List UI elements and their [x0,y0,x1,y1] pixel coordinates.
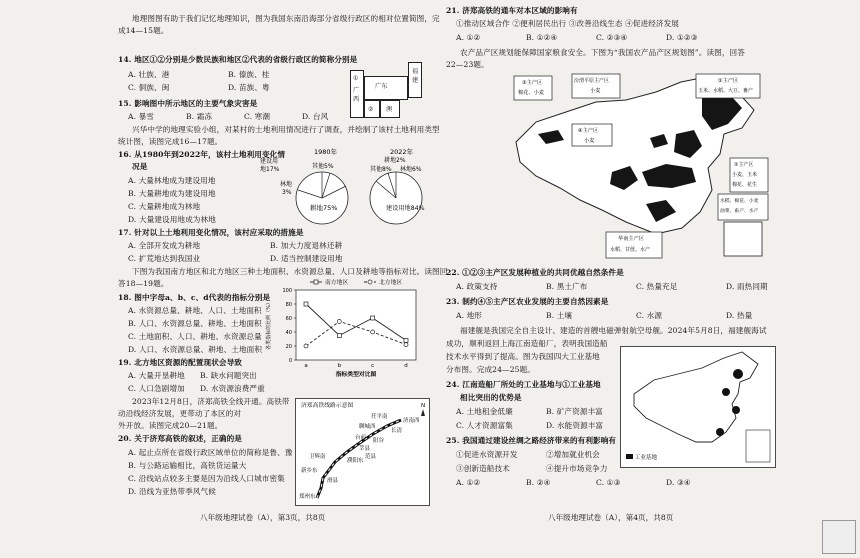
q25-option-d: D. ③④ [666,478,691,487]
legend-marker [314,280,318,284]
data-point [337,334,341,338]
q20-option-d: D. 沿线为亚热带季风气候 [128,487,216,496]
station-chipingnan: 茌平南 [371,414,388,420]
pie-1980-label-construction-pct: 地17% [260,166,280,173]
x-tick-label: b [337,363,342,369]
map-label-guangxi: 广西 [353,87,360,103]
q23-option-d: D. 热量 [726,311,753,320]
question-16-line2: 况是 [132,162,148,171]
question-24-line2: 相比突出的优势是 [460,393,522,402]
intro-20-line3: 外开放。读图完成20—21题。 [118,421,223,430]
land-use-pie-charts [260,146,430,236]
legend-label-1: 南方地区 [325,280,349,286]
intro-16-line2: 统计图，读图完成16—17题。 [118,137,223,146]
pie-2022-label-forest: 林地6% [400,166,422,173]
pie-1980-label-forest-pct: 3% [282,189,292,196]
q21-option-c: C. ②③④ [596,33,628,42]
q21-option-a: A. ①② [456,33,481,42]
industrial-base-map [620,346,776,468]
q21-option-b: B. ①②④ [526,33,558,42]
intro-14-line2: 成14—15题。 [118,26,169,35]
map-box-ao [380,100,400,118]
q14-option-c: C. 侗族、闽 [128,83,170,92]
x-tick-label: c [371,363,375,369]
q24-option-b: B. 矿产资源丰富 [546,407,603,416]
intro-24-line1: 福建舰是我国完全自主设计、建造的首艘电磁弹射航空母舰。2024年5月8日，福建舰海试 [460,326,767,335]
railway-route-map [295,398,430,506]
map-box-c2 [364,100,380,118]
question-22: 22. ①②③主产区发展种植业的共同优越自然条件是 [446,268,624,277]
agriculture-region-map [506,72,768,262]
station-changqing: 长清 [391,428,403,434]
map2-box5-line3: 棉花、花生 [732,182,758,188]
scanner-watermark-logo [822,520,856,554]
q24-option-a: A. 土地租金低廉 [456,407,513,416]
intro-22-line2: 22—23题。 [446,60,489,69]
question-15: 15. 影响图中所示地区的主要气象灾害是 [118,99,258,108]
station-zhengzhoudong: 郑州东 [299,494,316,500]
y-tick-label: 100 [282,288,292,294]
q19-option-b: B. 缺水问题突出 [200,371,257,380]
q17-option-a: A. 全部开发成为耕地 [128,241,201,250]
pie-2022-label-construction: 建设用地84% [386,205,425,212]
data-point [337,320,341,324]
map2-box5-line1: ②主产区 [734,162,754,168]
q18-option-c: C. 土地面积、人口、耕地、水资源总量 [128,332,262,341]
map2-box4-line1: ④主产区 [578,128,599,134]
pie-1980-label-forest: 林地 [280,181,293,188]
q22-option-c: C. 热量充足 [636,282,678,291]
pie-2022-year: 2022年 [390,148,414,156]
data-point [404,343,408,347]
map2-box7-line2: 水稻、甘蔗、水产 [610,247,651,253]
station-shenxian: 莘县 [359,446,371,452]
station-liaochengxi: 聊城西 [359,424,376,430]
legend-label-2: 北方地区 [379,280,403,286]
legend-swatch [626,454,633,459]
map2-box3-line1: ①主产区 [718,78,739,84]
pie-1980-label-construction: 建设用 [260,158,279,165]
q25-option-b: B. ②④ [526,478,551,487]
map-label-c2: ② [368,106,374,113]
y-tick-label: 60 [285,316,292,322]
map2-box5-line2: 小麦、玉米 [732,172,758,178]
q25-item-2: ②增加就业机会 [546,450,600,459]
intro-18-line2: 答18—19题。 [118,279,169,288]
map2-box1-line1: ③主产区 [522,80,543,86]
q19-option-c: C. 人口急剧增加 [128,384,185,393]
q15-option-d: D. 台风 [302,112,329,121]
railway-map-title: 济郑高铁线路示意图 [301,403,354,409]
question-14: 14. 地区①②分别是少数民族和地区②代表的省级行政区的简称分别是 [118,55,358,64]
pie-2022 [370,172,422,224]
question-25: 25. 我国通过建设丝绸之路经济带来的有利影响有 [446,436,617,445]
q25-option-a: A. ①② [456,478,481,487]
industrial-base-1 [733,369,743,379]
q20-option-b: B. 与公路运输相比，高铁货运量大 [128,461,247,470]
map2-box1-line2: 棉花、小麦 [518,90,544,96]
q15-option-b: B. 霜冻 [186,112,213,121]
q16-option-d: D. 大量建设用地成为林地 [128,215,216,224]
q25-item-1: ①促进水资源开发 [456,450,518,459]
map2-box3-line2: 玉米、水稻、大豆、畜产 [698,88,754,94]
question-20: 20. 关于济郑高铁的叙述，正确的是 [118,434,242,443]
map-label-c1: ① [353,75,359,82]
industrial-base-4 [716,428,724,436]
station-jinanxi: 济南西 [403,418,420,424]
pie-1980 [296,172,348,224]
data-point [304,344,308,348]
intro-24-line3: 技术水平得到了提高。图为我国四大工业基地 [446,352,600,361]
intro-18-line1: 下图为我国南方地区和北方地区三种土地面积、水资源总量、人口及耕地等指标对比。读图回 [132,267,448,276]
q16-option-c: C. 大量耕地成为林地 [128,202,201,211]
y-tick-label: 0 [288,358,292,364]
q21-items: ①推动区域合作 ②便利居民出行 ③改善沿线生态 ④促进经济发展 [456,19,679,28]
station-weihuinan: 卫辉南 [309,454,326,460]
map2-box2-line1: 汾渭平原主产区 [574,78,610,84]
question-16-line1: 16. 从1980年到2022年，该村土地利用变化情 [118,150,286,159]
q20-option-a: A. 起止点所在省级行政区域单位的简称是鲁、豫 [128,448,293,457]
q25-item-3: ③创新造船技术 [456,464,510,473]
q25-item-4: ④提升市场竞争力 [546,464,608,473]
map2-box4-line2: 小麦 [584,138,595,144]
question-24-line1: 24. 江南造船厂所处的工业基地与①工业基地 [446,380,601,389]
industrial-base-2 [722,388,730,396]
indicator-comparison-chart [262,276,430,384]
q16-option-a: A. 大量林地成为建设用地 [128,176,216,185]
q18-option-a: A. 水资源总量、耕地、人口、土地面积 [128,306,262,315]
q23-option-c: C. 水源 [636,311,663,320]
pie-2022-label-farmland: 耕地2% [384,157,406,164]
q17-option-c: C. 扩荒地达到我国业 [128,254,201,263]
station-puyangdong: 濮阳东 [347,458,364,464]
station-yanggu: 阳谷 [373,438,385,444]
south-sea-inset [724,222,762,256]
compass-n: N [421,403,426,409]
right-page-footer: 八年级地理试卷（A），第4页，共8页 [548,513,674,522]
data-point [371,330,375,334]
pie-2022-label-other: 其他8% [370,166,392,173]
intro-16-line1: 兴华中学的地理实验小组，对某村的土地利用情况进行了调查，并绘制了该村土地利用类型 [132,125,440,134]
q20-option-c: C. 沿线站点较多主要是因为沿线人口城市密集 [128,474,285,483]
x-axis-label: 指标类型对比图 [335,372,377,378]
question-19: 19. 北方地区资源的配置现状会导致 [118,358,242,367]
right-page [430,0,860,558]
legend-industrial-base: 工业基地 [635,455,658,461]
station-taiqian: 台前 [355,435,367,441]
map-label-ao: 澳 [386,106,393,113]
question-21: 21. 济郑高铁的通车对本区域的影响有 [446,6,578,15]
q14-option-b: B. 傣族、桂 [228,70,270,79]
station-fanxian: 范县 [365,454,377,460]
question-23: 23. 制约④⑤主产区农业发展的主要自然因素是 [446,297,609,306]
q18-option-d: D. 人口、水资源总量、耕地、土地面积 [128,345,263,354]
map2-box2-line2: 小麦 [590,88,601,94]
map-label-guangdong: 广东 [375,83,388,90]
y-tick-label: 80 [285,302,292,308]
question-17: 17. 针对以上土地利用变化情况，该村应采取的措施是 [118,228,304,237]
q14-option-d: D. 苗族、粤 [228,83,270,92]
map-box-fujian [408,62,422,98]
station-huaxian: 滑县 [327,478,339,484]
q23-option-b: B. 土壤 [546,311,573,320]
q22-option-d: D. 雨热同期 [726,282,768,291]
data-point [404,338,408,342]
q24-option-c: C. 人才资源富集 [456,421,513,430]
map2-box6-line1: 水稻、棉花、小麦 [720,199,759,204]
y-axis-label: 各类指标的比例（%） [266,300,272,350]
pie-1980-label-farmland: 耕地75% [310,204,338,212]
chart-plot-area [296,290,416,360]
q18-option-b: B. 人口、水资源总量、耕地、土地面积 [128,319,262,328]
y-tick-label: 20 [285,344,292,350]
region-sketch-map [350,60,430,118]
intro-20-line1: 2023年12月8日，济郑高铁全线开通。高铁带 [132,397,290,406]
data-point [304,302,308,306]
q17-option-b: B. 加大力度退林还耕 [270,241,343,250]
legend-marker [368,280,372,284]
data-point [371,316,375,320]
map2-box6-line2: 油菜、畜产、水产 [720,209,759,214]
map-label-fujian: 福建 [412,68,419,84]
pie-1980-label-other: 其他5% [312,163,334,170]
intro-22-line1: 农产品产区规划能保障国家粮食安全。下图为“我国农产品产区规划图”。读图，回答 [460,48,745,57]
x-tick-label: a [304,363,308,369]
y-tick-label: 40 [285,330,292,336]
q14-option-a: A. 壮族、港 [128,70,170,79]
q21-option-d: D. ①②③ [666,33,698,42]
q24-option-d: D. 水能资源丰富 [546,421,604,430]
question-18: 18. 图中字母a、b、c、d代表的指标分别是 [118,293,271,302]
q22-option-a: A. 政策支持 [456,282,498,291]
intro-24-line4: 分布图。完成24—25题。 [446,365,535,374]
station-xinxiangdong: 新乡东 [301,468,318,474]
x-tick-label: d [404,363,408,369]
q19-option-d: D. 水资源浪费严重 [200,384,265,393]
q25-option-c: C. ①③ [596,478,621,487]
q16-option-b: B. 大量耕地成为建设用地 [128,189,216,198]
intro-14-line1: 地理图图有助于我们记忆地理知识，图为我国东南沿海部分省级行政区的相对位置简图，完 [132,14,440,23]
map-box-guangdong [364,76,408,100]
q19-option-a: A. 大量开垦耕地 [128,371,185,380]
intro-24-line2: 成功，顺利返回上海江南造船厂，表明我国造船 [446,339,608,348]
q15-option-c: C. 寒潮 [244,112,271,121]
intro-20-line2: 动沿线经济发展，更带动了本区的对 [118,409,242,418]
industrial-base-3 [732,406,740,414]
map-box-guangxi [350,70,364,118]
q15-option-a: A. 暴雪 [128,112,154,121]
map2-box7-line1: 华南主产区 [618,236,644,242]
left-page-footer: 八年级地理试卷（A），第3页，共8页 [200,513,326,522]
q22-option-b: B. 黑土广布 [546,282,588,291]
pie-1980-year: 1980年 [314,148,338,156]
q17-option-d: D. 适当控制建设用地 [270,254,343,263]
q23-option-a: A. 地形 [456,311,482,320]
